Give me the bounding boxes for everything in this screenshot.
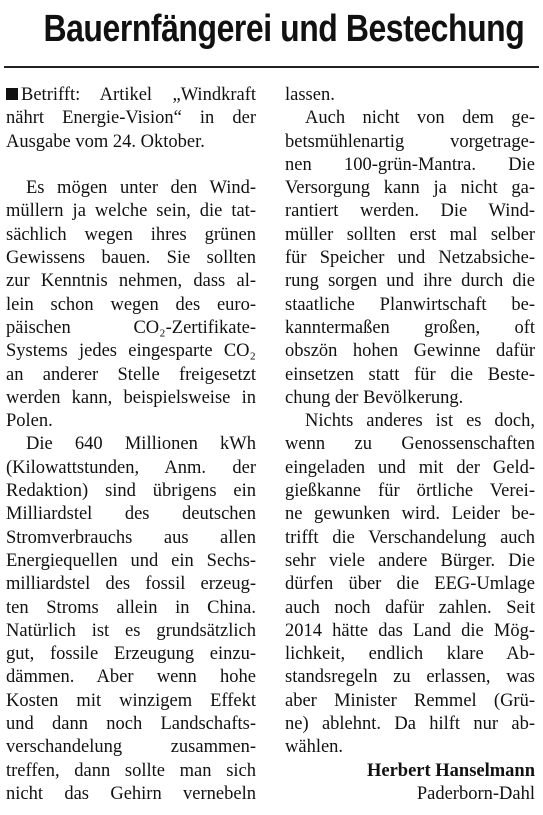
text-line [6, 690, 256, 713]
text-line [6, 527, 256, 550]
text-line [6, 736, 256, 759]
text-line [6, 666, 256, 689]
text-line-content: Ausgabe vom 24. Oktober. [6, 131, 205, 152]
text-line-content: Stromverbrauchs aus allen [6, 527, 256, 548]
author-name [285, 760, 535, 783]
text-line-content: betsmühlenartig vorgetrage- [285, 131, 535, 152]
text-line [6, 643, 256, 666]
left-column [6, 84, 256, 806]
text-line-content: gut, fossile Erzeugung einzu- [6, 644, 256, 665]
text-line [285, 573, 535, 596]
text-line-content: 2014 hätte das Land die Mög- [285, 620, 535, 641]
text-line [285, 527, 535, 550]
text-line [285, 200, 535, 223]
text-line [285, 433, 535, 456]
text-line-content: werden kann, beispielsweise in [6, 387, 256, 408]
text-line [285, 503, 535, 526]
text-line-content: rantiert werden. Die Wind- [285, 201, 535, 222]
text-line-content: einsetzen statt für die Beste- [285, 364, 535, 385]
text-line [6, 597, 256, 620]
text-line [285, 643, 535, 666]
text-line-content: an anderer Stelle freigesetzt [6, 364, 256, 385]
headline-rule [4, 66, 539, 68]
text-line-content: Versorgung kann ja nicht ga- [285, 178, 535, 199]
text-line [6, 107, 256, 130]
text-line [285, 666, 535, 689]
text-line [285, 736, 535, 759]
text-line-content: obszön hohen Gewinne dafür [285, 341, 535, 362]
text-line [285, 224, 535, 247]
text-line-content: kanntermaßen großen, oft [285, 317, 535, 338]
text-line-content: nicht das Gehirn vernebeln [6, 783, 256, 804]
text-line-content: eingeladen und mit der Geld- [285, 457, 535, 478]
bullet-square-icon [6, 88, 18, 100]
text-line-content: trifft die Verschandelung auch [285, 527, 535, 548]
text-line [285, 550, 535, 573]
text-line [285, 410, 535, 433]
headline: Bauernfängerei und Bestechung [43, 8, 525, 50]
text-line [6, 433, 256, 456]
text-line-content: ne gewunken wird. Leider be- [285, 504, 535, 525]
text-line-content: staatliche Planwirtschaft be- [285, 294, 535, 315]
text-line [6, 294, 256, 317]
text-line-content: dämmen. Aber wenn hohe [6, 667, 256, 688]
text-line-content: zur Kenntnis nehmen, dass al- [6, 271, 256, 292]
text-line [6, 270, 256, 293]
text-line-content: gießkanne für örtliche Verei- [285, 481, 535, 502]
text-line-content: Herbert Hanselmann [366, 760, 535, 781]
text-line-content: milliardstel des fossil erzeug- [6, 574, 256, 595]
text-line [285, 154, 535, 177]
text-line-content: ne) ablehnt. Da hilft nur ab- [285, 714, 535, 735]
text-line-content: für Speicher und Netzabsiche- [285, 248, 535, 269]
text-line [6, 131, 256, 154]
text-line-content: Systems jedes eingesparte CO₂ [6, 341, 256, 362]
text-line-content: lassen. [285, 85, 335, 105]
text-line-content: wenn zu Genossenschaften [285, 434, 535, 455]
text-line [285, 84, 535, 107]
text-line [285, 131, 535, 154]
text-line-content: chung der Bevölkerung. [285, 387, 464, 408]
text-line-content: aber Minister Remmel (Grü- [285, 690, 535, 711]
text-line-content: Milliardstel des deutschen [6, 504, 256, 525]
text-line-content: sehr viele andere Bürger. Die [285, 550, 535, 571]
text-line-content: lichkeit, endlich klare Ab- [285, 644, 535, 665]
text-line-content: dürfen über die EEG-Umlage [285, 574, 535, 595]
text-line-content: Nichts anderes ist es doch, [305, 411, 535, 432]
text-line [6, 224, 256, 247]
text-line-content: nährt Energie-Vision“ in der [6, 108, 256, 129]
text-line [6, 410, 256, 433]
text-line-content: müller sollten erst mal selber [285, 224, 535, 245]
author-location [285, 783, 535, 806]
text-line [285, 247, 535, 270]
text-line-content: lein schon wegen des euro- [6, 294, 256, 315]
text-line [285, 107, 535, 130]
text-line [285, 620, 535, 643]
text-line-content: und dann noch Landschafts- [6, 714, 256, 735]
text-line-content: auch noch dafür zahlen. Seit [285, 597, 535, 618]
text-line-content: müllern ja welche sein, die tat- [6, 201, 256, 222]
text-line [6, 503, 256, 526]
text-line [6, 573, 256, 596]
text-line-content: wählen. [285, 737, 344, 758]
text-line [6, 457, 256, 480]
text-line-content: rung sorgen und ihre durch die [285, 271, 535, 292]
text-line-content: Paderborn-Dahl [416, 783, 535, 804]
text-line [6, 247, 256, 270]
text-line [285, 387, 535, 410]
text-line [6, 340, 256, 363]
text-line [6, 317, 256, 340]
text-line [285, 364, 535, 387]
text-line [285, 597, 535, 620]
text-line-content: Redaktion) sind übrigens ein [6, 481, 256, 502]
text-line [6, 620, 256, 643]
text-line [285, 340, 535, 363]
text-line-content: sächlich wegen ihres grünen [6, 224, 256, 245]
text-line [285, 713, 535, 736]
text-line [285, 690, 535, 713]
text-line-content: päischen CO₂-Zertifikate- [6, 317, 256, 338]
text-line [6, 760, 256, 783]
text-line [6, 550, 256, 573]
text-line [6, 364, 256, 387]
text-line-content: Kosten mit winzigem Effekt [6, 690, 256, 711]
text-line-content: Gewissens bauen. Sie sollten [6, 248, 256, 269]
text-line-content: nen 100-grün-Mantra. Die [285, 154, 535, 175]
text-line-content: ten Stroms allein in China. [6, 597, 256, 618]
text-line [285, 294, 535, 317]
text-line [6, 200, 256, 223]
text-line [285, 270, 535, 293]
text-line-content: Natürlich ist es grundsätzlich [6, 620, 256, 641]
text-line [6, 783, 256, 806]
text-line [6, 177, 256, 200]
paragraph-gap [6, 154, 256, 177]
text-line [285, 317, 535, 340]
text-line-content: (Kilowattstunden, Anm. der [6, 457, 256, 478]
right-column [285, 84, 535, 806]
text-line [285, 457, 535, 480]
text-line-content: Energiequellen und ein Sechs- [6, 550, 256, 571]
text-line-content: verschandelung zusammen- [6, 737, 256, 758]
text-line [285, 480, 535, 503]
text-line [6, 713, 256, 736]
text-line [6, 387, 256, 410]
text-line-content: treffen, dann sollte man sich [6, 760, 256, 781]
text-line [285, 177, 535, 200]
text-line-content: Polen. [6, 411, 53, 432]
text-line [6, 480, 256, 503]
text-line-content: standsregeln zu erlassen, was [285, 667, 535, 688]
text-line-content: Die 640 Millionen kWh [26, 434, 256, 455]
text-line-content: Betrifft: Artikel „Windkraft [21, 85, 256, 105]
text-line-content: Auch nicht von dem ge- [305, 108, 535, 129]
text-line-content: Es mögen unter den Wind- [26, 178, 256, 199]
text-line [6, 84, 256, 107]
